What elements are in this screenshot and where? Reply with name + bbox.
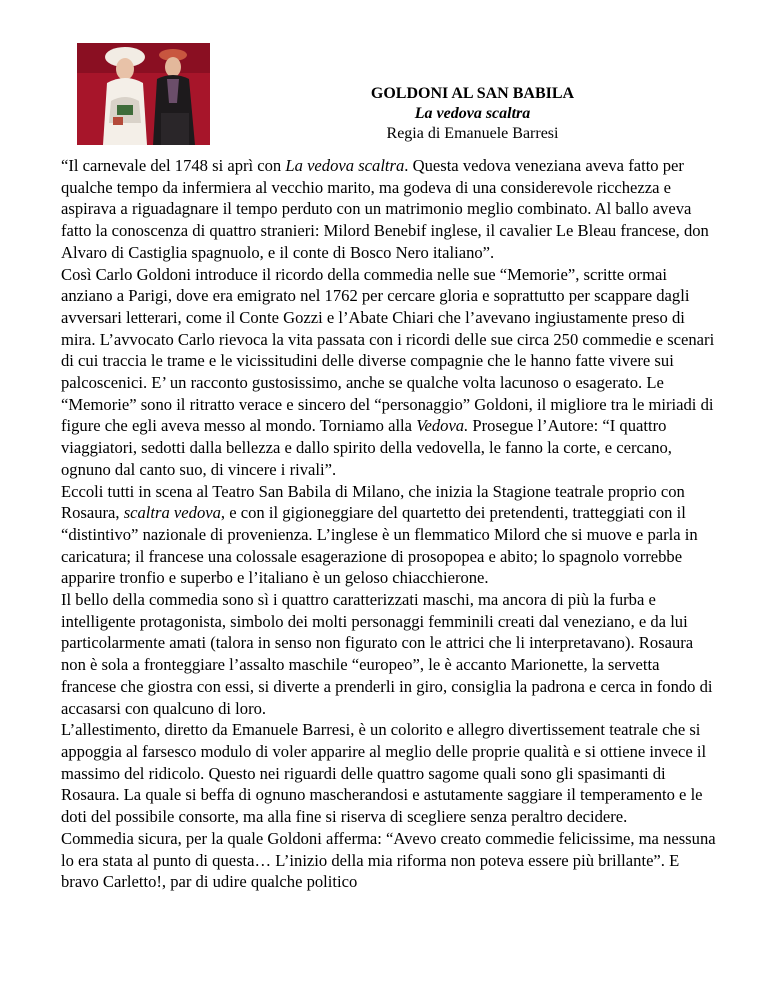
article-body bbox=[61, 155, 716, 893]
article-subtitle: La vedova scaltra bbox=[414, 105, 531, 122]
body-paragraph bbox=[61, 264, 716, 481]
theatre-photo-icon bbox=[77, 43, 210, 145]
text-segment: Commedia sicura, per la quale Goldoni afferma: “Avevo creato commedie felicissime, ma nessuna lo era stata al punto di questa… L’inizio della mia riforma non poteva essere più brillante”. E bravo Carletto!, par di udire qualche politico bbox=[61, 828, 716, 892]
body-paragraph bbox=[61, 481, 716, 590]
body-paragraph bbox=[61, 155, 716, 264]
article-heading bbox=[330, 84, 615, 144]
italic-text: La vedova scaltra bbox=[285, 156, 405, 175]
text-segment: “Il carnevale del 1748 si aprì con bbox=[61, 156, 286, 175]
article-title: GOLDONI AL SAN BABILA bbox=[370, 85, 575, 102]
text-segment: Così Carlo Goldoni introduce il ricordo della commedia nelle sue “Memorie”, scritte ormai anziano a Parigi, dove era emigrato nel 1762 per cercare gloria e soprattutto per scappare dagli avversari letterari, come il Conte Gozzi e l’Abate Chiari che l’avevano ingiustamente preso di mira. L’avvocato Carlo rievoca la vita passata con i ricordi delle sue circa 250 commedie e scenari di cui traccia le trame e le vicissitudini delle diverse compagnie che le hanno fatte vivere sui palcoscenici. E’ un racconto gustosissimo, anche se qualche volta lacunoso o esagerato. Le “Memorie” sono il ritratto verace e sincero del “personaggio” Goldoni, il migliore tra le miriadi di figure che egli aveva messo al mondo. Torniamo alla bbox=[61, 264, 715, 436]
body-paragraph bbox=[61, 719, 716, 828]
text-segment: , e con il gigioneggiare del quartetto dei pretendenti, tratteggiati con il “distintivo” nazionale di provenienza. L’inglese è un flemmatico Milord che si muove e parla in caricatura; il francese una colossale esagerazione di prosopopea e abito; lo spagnolo vorrebbe apparire tronfio e superbo e l’italiano è un geloso chiacchierone. bbox=[61, 503, 698, 588]
text-segment: . Questa vedova veneziana aveva fatto per qualche tempo da infermiera al vecchio marito, ma godeva di una considerevole ricchezza e aspirava a riguadagnare il tempo perduto con un matrimonio meglio combinato. Al ballo aveva fatto la conoscenza di quattro stranieri: Milord Benebif inglese, il cavalier Le Bleau francese, don Alvaro di Castiglia spagnuolo, e il conte di Bosco Nero italiano”. bbox=[61, 156, 709, 262]
text-segment: Prosegue l’Autore: “I quattro viaggiatori, sedotti dalla bellezza e dallo spirito della vedovella, le fanno la corte, e cercano, ognuno dal canto suo, di vincere i rivali”. bbox=[61, 416, 672, 479]
body-paragraph bbox=[61, 828, 716, 893]
text-segment: L’allestimento, diretto da Emanuele Barresi, è un colorito e allegro divertissement teatrale che si appoggia al farsesco modulo di voler apparire al meglio delle proprie qualità e si ottiene invece il massimo del ridicolo. Questo nei riguardi delle quattro sagome quali sono gli spasimanti di Rosaura. La quale si beffa di ognuno mascherandosi e astutamente saggiare il temperamento e le doti del possibile consorte, ma alla fine si riserva di scegliere senza peraltro decidere. bbox=[61, 720, 707, 827]
body-paragraph bbox=[61, 589, 716, 719]
italic-text: scaltra vedova bbox=[123, 503, 221, 523]
text-segment: Eccoli tutti in scena al Teatro San Babila di Milano, che inizia la Stagione teatrale proprio con Rosaura, bbox=[61, 481, 685, 523]
italic-text: Vedova. bbox=[416, 416, 469, 436]
article-director: Regia di Emanuele Barresi bbox=[386, 125, 559, 142]
text-segment: Il bello della commedia sono sì i quattro caratterizzati maschi, ma ancora di più la furba e intelligente protagonista, simbolo dei molti personaggi femminili creati dal veneziano, e da lui particolarmente amati (talora in senso non figurato con le attrici che li interpretavano). Rosaura non è sola a fronteggiare l’assalto maschile “europeo”, le è accanto Marionette, la servetta francese che giostra con essi, si diverte a prenderli in giro, consiglia la padrona e cerca in fondo di accasarsi con qualcuno di loro. bbox=[61, 590, 713, 718]
